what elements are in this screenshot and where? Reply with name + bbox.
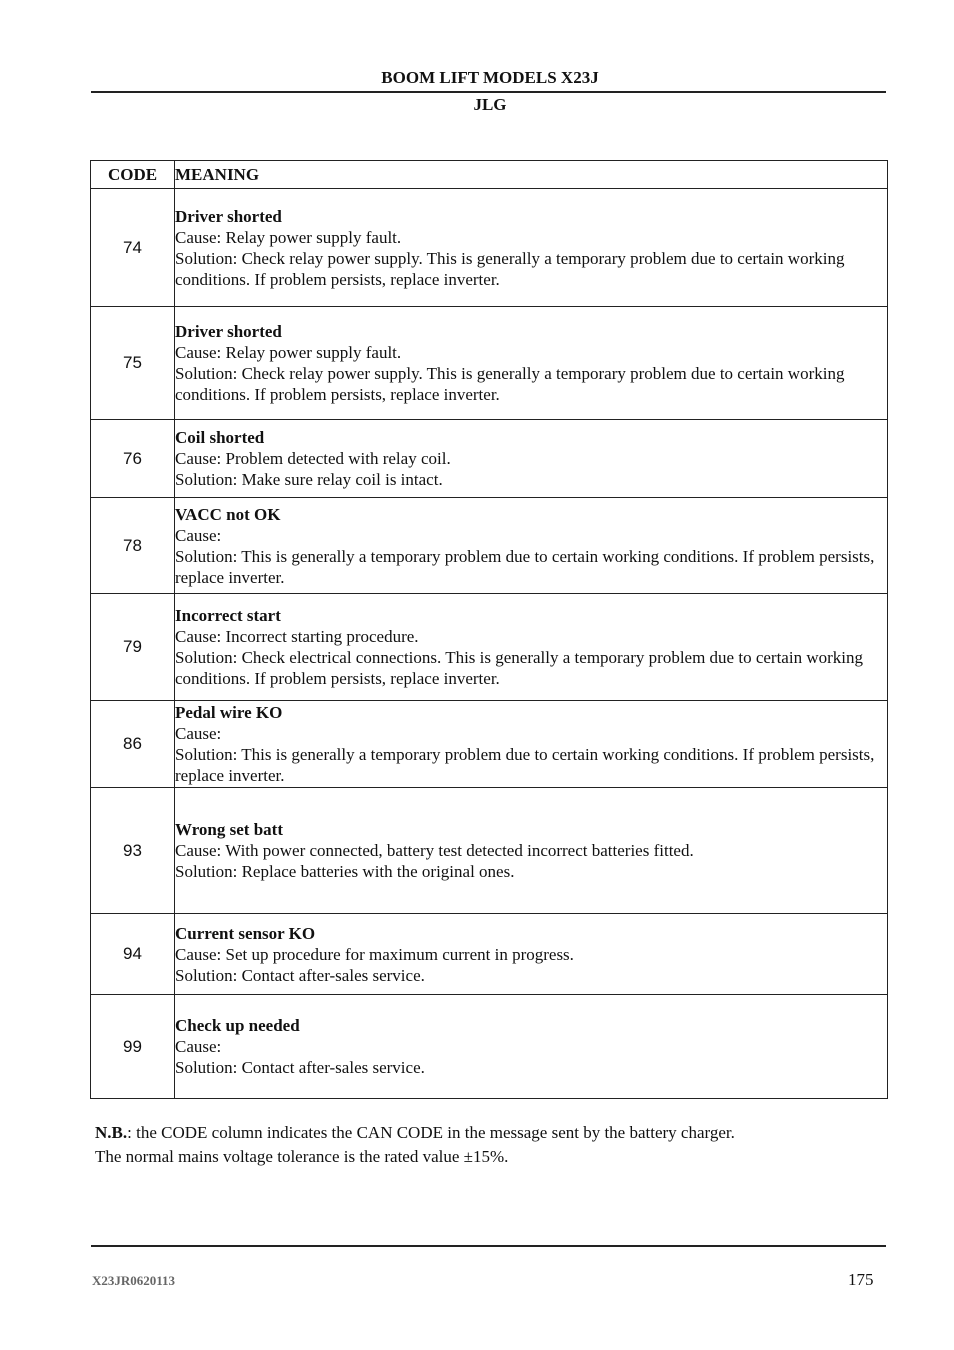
fault-title: Driver shorted: [175, 206, 282, 226]
fault-title: VACC not OK: [175, 504, 281, 524]
fault-cause: Cause: Incorrect starting procedure.: [175, 627, 419, 646]
fault-cause: Cause: Set up procedure for maximum current in progress.: [175, 944, 574, 964]
fault-title: Pedal wire KO: [175, 703, 283, 722]
column-header-code: CODE: [91, 161, 175, 189]
fault-solution: Solution: Check relay power supply. This is generally a temporary problem due to certain working conditions. If problem persists, replace inverter.: [175, 248, 845, 289]
footnote: [95, 1121, 895, 1169]
fault-title: Check up needed: [175, 1016, 300, 1035]
fault-solution: Solution: Check electrical connections. This is generally a temporary problem due to certain working conditions. If problem persists, replace inverter.: [175, 648, 863, 688]
document-title: BOOM LIFT MODELS X23J: [381, 68, 599, 87]
fault-solution: Solution: Contact after-sales service.: [175, 965, 425, 985]
code-cell: 79: [91, 594, 175, 701]
fault-cause: Cause: Relay power supply fault.: [175, 343, 402, 362]
column-header-meaning: MEANING: [175, 161, 888, 189]
footnote-text: : the CODE column indicates the CAN CODE in the message sent by the battery charger.: [127, 1123, 735, 1142]
meaning-cell: [175, 498, 888, 594]
table-row: [91, 701, 888, 788]
fault-solution: Solution: Make sure relay coil is intact.: [175, 470, 443, 489]
page-number: 175: [848, 1270, 874, 1289]
table-row: [91, 189, 888, 307]
code-cell: 76: [91, 420, 175, 498]
meaning-cell: [175, 701, 888, 788]
table-row: [91, 307, 888, 420]
error-code-table: [90, 160, 888, 1099]
table-row: [91, 420, 888, 498]
code-cell: 75: [91, 307, 175, 420]
fault-solution: Solution: Replace batteries with the original ones.: [175, 862, 515, 881]
table-row: [91, 788, 888, 914]
meaning-cell: [175, 788, 888, 914]
meaning-cell: [175, 189, 888, 307]
header-divider: [91, 91, 886, 93]
fault-title: Driver shorted: [175, 322, 282, 341]
code-cell: 94: [91, 914, 175, 995]
meaning-cell: [175, 995, 888, 1099]
meaning-cell: [175, 594, 888, 701]
brand-name: JLG: [473, 95, 507, 114]
meaning-cell: [175, 914, 888, 995]
code-cell: 78: [91, 498, 175, 594]
fault-cause: Cause:: [175, 724, 222, 743]
table-row: [91, 914, 888, 995]
fault-cause: Cause: Problem detected with relay coil.: [175, 449, 451, 468]
fault-solution: Solution: This is generally a temporary problem due to certain working conditions. If problem persists, replace inverter.: [175, 745, 875, 785]
fault-cause: Cause: With power connected, battery test detected incorrect batteries fitted.: [175, 841, 694, 860]
fault-cause: Cause:: [175, 525, 222, 545]
fault-solution: Solution: Contact after-sales service.: [175, 1058, 425, 1077]
fault-title: Current sensor KO: [175, 923, 316, 943]
code-cell: 74: [91, 189, 175, 307]
footer-divider: [91, 1245, 886, 1247]
table-row: [91, 995, 888, 1099]
fault-solution: Solution: Check relay power supply. This is generally a temporary problem due to certain working conditions. If problem persists, replace inverter.: [175, 364, 845, 404]
fault-solution: Solution: This is generally a temporary problem due to certain working conditions. If problem persists, replace inverter.: [175, 546, 875, 587]
meaning-cell: [175, 307, 888, 420]
code-cell: 99: [91, 995, 175, 1099]
table-row: [91, 594, 888, 701]
fault-cause: Cause: Relay power supply fault.: [175, 227, 402, 247]
footnote-line-2: The normal mains voltage tolerance is the rated value ±15%.: [95, 1147, 509, 1166]
fault-title: Incorrect start: [175, 606, 281, 625]
meaning-cell: [175, 420, 888, 498]
code-cell: 93: [91, 788, 175, 914]
fault-title: Wrong set batt: [175, 820, 283, 839]
table-header-row: [91, 161, 888, 189]
table-row: [91, 498, 888, 594]
footnote-line-1: [95, 1121, 895, 1145]
fault-title: Coil shorted: [175, 428, 265, 447]
fault-cause: Cause:: [175, 1037, 222, 1056]
code-cell: 86: [91, 701, 175, 788]
footnote-label: N.B.: [95, 1123, 128, 1142]
document-code: X23JR0620113: [92, 1273, 176, 1288]
